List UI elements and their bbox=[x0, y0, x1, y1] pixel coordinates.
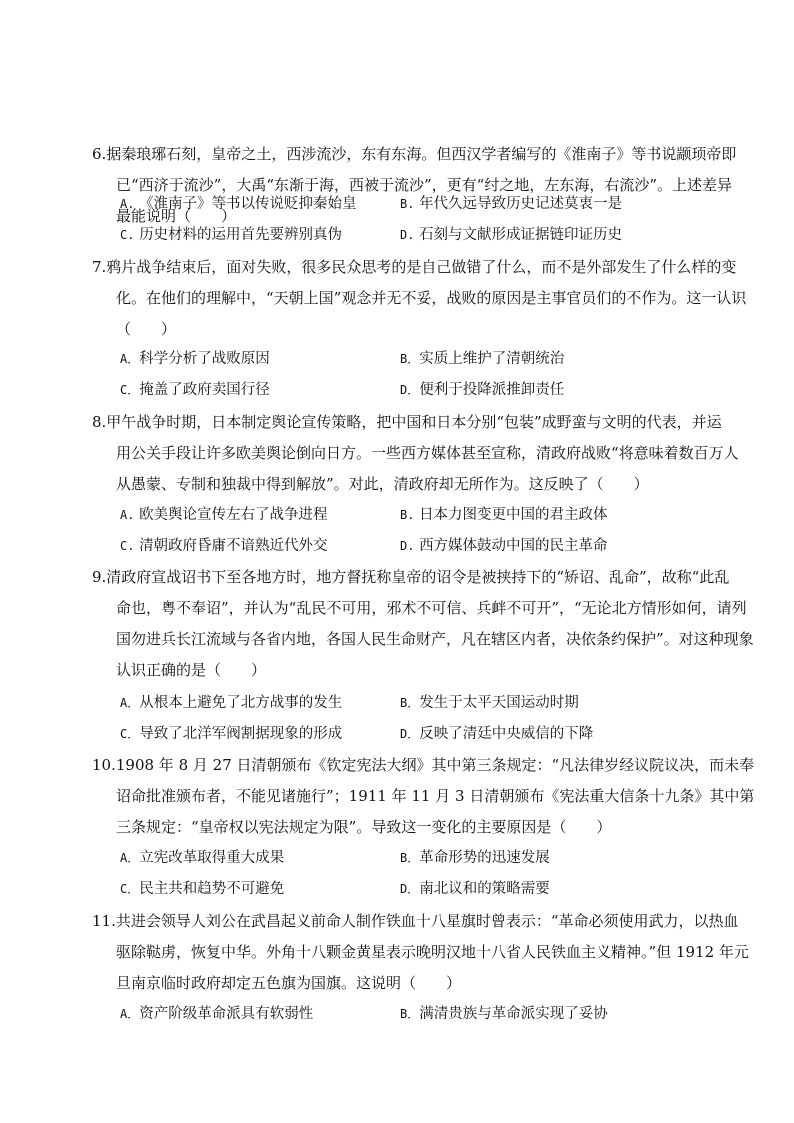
options-6 bbox=[120, 189, 700, 251]
question-8 bbox=[92, 407, 739, 500]
option-c[interactable]: C．民主共和趋势不可避免 bbox=[120, 881, 285, 897]
question-9 bbox=[92, 562, 754, 686]
option-b[interactable]: B．发生于太平天国运动时期 bbox=[400, 695, 579, 711]
question-line: 9.清政府宣战诏书下至各地方时，地方督抚称皇帝的诏令是被挟持下的“矫诏、乱命”，故称“此乱 bbox=[92, 568, 730, 586]
question-line: 10.1908 年 8 月 27 日清朝颁布《钦定宪法大纲》其中第三条规定：“凡法律岁经议院议决，而未奉 bbox=[92, 756, 755, 774]
option-a[interactable]: A. 欧美舆论宣传左右了战争进程 bbox=[120, 507, 328, 523]
question-line: 11.共进会领导人刘公在武昌起义前命人制作铁血十八星旗时曾表示：“革命必须使用武力，以热血 bbox=[92, 912, 739, 930]
question-7 bbox=[92, 252, 747, 345]
option-b[interactable]: B．革命形势的迅速发展 bbox=[400, 850, 550, 866]
question-line: 化。在他们的理解中，“天朝上国”观念并无不妥，战败的原因是主事官员们的不作为。这一认识 bbox=[116, 289, 747, 307]
options-9 bbox=[120, 688, 700, 750]
option-d[interactable]: D．南北议和的策略需要 bbox=[400, 881, 550, 897]
question-line: 从愚蒙、专制和独裁中得到解放”。对此，清政府却无所作为。这反映了（ ） bbox=[116, 475, 649, 493]
option-a[interactable]: A. 《淮南子》等书以传说贬抑秦始皇 bbox=[120, 196, 357, 212]
question-line: 用公关手段让许多欧美舆论倒向日方。一些西方媒体甚至宣称，清政府战败“将意味着数百万人 bbox=[116, 444, 739, 462]
option-b[interactable]: B．满清贵族与革命派实现了妥协 bbox=[400, 1006, 608, 1022]
question-line: 三条规定：“皇帝权以宪法规定为限”。导致这一变化的主要原因是（ ） bbox=[116, 818, 612, 836]
question-line: 旦南京临时政府却定五色旗为国旗。这说明（ ） bbox=[116, 974, 462, 992]
question-line: 8.甲午战争时期，日本制定舆论宣传策略，把中国和日本分别“包装”成野蛮与文明的代表，并运 bbox=[92, 413, 722, 431]
option-d[interactable]: D. 石刻与文献形成证据链印证历史 bbox=[400, 227, 623, 243]
option-a[interactable]: A．立宪改革取得重大成果 bbox=[120, 850, 285, 866]
option-b[interactable]: B. 日本力图变更中国的君主政体 bbox=[400, 507, 608, 523]
option-c[interactable]: C．导致了北洋军阀割据现象的形成 bbox=[120, 726, 343, 742]
option-b[interactable]: B．实质上维护了清朝统治 bbox=[400, 351, 565, 367]
option-d[interactable]: D. 西方媒体鼓动中国的民主革命 bbox=[400, 538, 608, 554]
question-line: 6.据秦琅琊石刻，皇帝之土，西涉流沙，东有东海。但西汉学者编写的《淮南子》等书说颛顼帝即 bbox=[92, 145, 737, 163]
option-a[interactable]: A．从根本上避免了北方战事的发生 bbox=[120, 695, 343, 711]
options-11 bbox=[120, 999, 700, 1030]
option-c[interactable]: C. 历史材料的运用首先要辨别真伪 bbox=[120, 227, 343, 243]
question-line: 国勿进兵长江流域与各省内地，各国人民生命财产，凡在辖区内者，决依条约保护”。对这种现象 bbox=[116, 630, 754, 648]
options-7 bbox=[120, 344, 700, 406]
question-line: 最能说明（ ） bbox=[116, 207, 237, 225]
question-line: 驱除鞑虏，恢复中华。外角十八颗金黄星表示晚明汉地十八省人民铁血主义精神。”但 1912 年元 bbox=[116, 943, 749, 961]
question-line: 7.鸦片战争结束后，面对失败，很多民众思考的是自己做错了什么，而不是外部发生了什么样的变 bbox=[92, 258, 737, 276]
option-a[interactable]: A．科学分析了战败原因 bbox=[120, 351, 270, 367]
question-11 bbox=[92, 906, 749, 999]
option-c[interactable]: C．掩盖了政府卖国行径 bbox=[120, 382, 270, 398]
option-b[interactable]: B. 年代久远导致历史记述莫衷一是 bbox=[400, 196, 623, 212]
option-a[interactable]: A．资产阶级革命派具有软弱性 bbox=[120, 1006, 314, 1022]
question-line: （ ） bbox=[116, 320, 177, 338]
options-8 bbox=[120, 500, 700, 562]
question-line: 认识正确的是（ ） bbox=[116, 661, 267, 679]
question-line: 命也，粤不奉诏”，并认为“乱民不可用，邪术不可信、兵衅不可开”，“无论北方情形如何，请列 bbox=[116, 599, 747, 617]
options-10 bbox=[120, 843, 700, 905]
question-line: 已“西济于流沙”，大禹“东渐于海，西被于流沙”，更有“纣之地，左东海，右流沙”。上述差异 bbox=[116, 176, 733, 194]
option-d[interactable]: D．便利于投降派推卸责任 bbox=[400, 382, 565, 398]
option-c[interactable]: C. 清朝政府昏庸不谙熟近代外交 bbox=[120, 538, 328, 554]
option-d[interactable]: D．反映了清廷中央威信的下降 bbox=[400, 726, 594, 742]
question-line: 诏命批准颁布者，不能见诸施行”；1911 年 11 月 3 日清朝颁布《宪法重大信条十九条》其中第 bbox=[116, 787, 755, 805]
question-10 bbox=[92, 750, 755, 843]
